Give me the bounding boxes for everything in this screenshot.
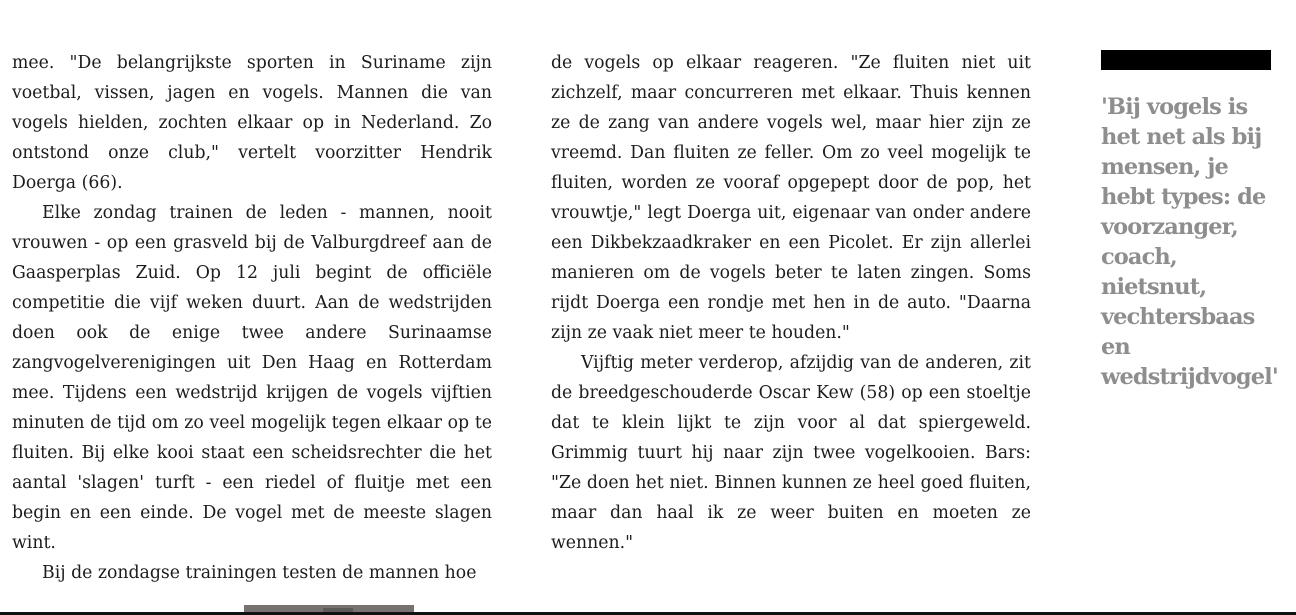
paragraph: de vogels op elkaar reageren. "Ze fluiten niet uit zichzelf, maar concurreren met elkaar. Thuis kennen ze de zang van andere vogels wel, maar hier zijn ze vreemd. Dan fluiten ze feller. Om zo veel mogelijk te fluiten, worden ze vooraf opgepept door de pop, het vrouwtje," legt Doerga uit, eigenaar van onder andere een Dikbekzaadkraker en een Picolet. Er zijn allerlei manieren om de vogels beter te laten zingen. Soms rijdt Doerga een rondje met hen in de auto. "Daarna zijn ze vaak niet meer te houden." [551, 53, 1031, 343]
paragraph: Vijftig meter verderop, afzijdig van de anderen, zit de breedgeschouderde Oscar Kew (58) op een stoeltje dat te klein lijkt te zijn voor al dat spiergeweld. Grimmig tuurt hij naar zijn twee vogelkooien. Bars: "Ze doen het niet. Binnen kunnen ze heel goed fluiten, maar dan haal ik ze weer buiten en moeten ze wennen." [551, 353, 1031, 553]
paragraph: Elke zondag trainen de leden - mannen, nooit vrouwen - op een grasveld bij de Valburgdreef aan de Gaasperplas Zuid. Op 12 juli begint de officiële competitie die vijf weken duurt. Aan de wedstrijden doen ook de enige twee andere Surinaamse zangvogelverenigingen uit Den Haag en Rotterdam mee. Tijdens een wedstrijd krijgen de vogels vijftien minuten de tijd om zo veel mogelijk tegen elkaar op te fluiten. Bij elke kooi staat een scheidsrechter die het aantal 'slagen' turft - een riedel of fluitje met een begin en een einde. De vogel met de meeste slagen wint. [12, 203, 492, 553]
pull-quote-bar [1101, 50, 1271, 70]
pull-quote-text: 'Bij vogels is het net als bij mensen, je hebt types: de voorzanger, coach, nietsnut, vechtersbaas en wedstrijdvogel' [1101, 94, 1278, 390]
pull-quote [1101, 50, 1278, 392]
paragraph: Bij de zondagse trainingen testen de mannen hoe [42, 563, 477, 583]
article-column-left [12, 48, 492, 588]
paragraph: mee. "De belangrijkste sporten in Suriname zijn voetbal, vissen, jagen en vogels. Mannen die van vogels hielden, zochten elkaar op in Nederland. Zo ontstond onze club," vertelt voorzitter Hendrik Doerga (66). [12, 53, 492, 193]
article-column-middle [551, 48, 1031, 558]
